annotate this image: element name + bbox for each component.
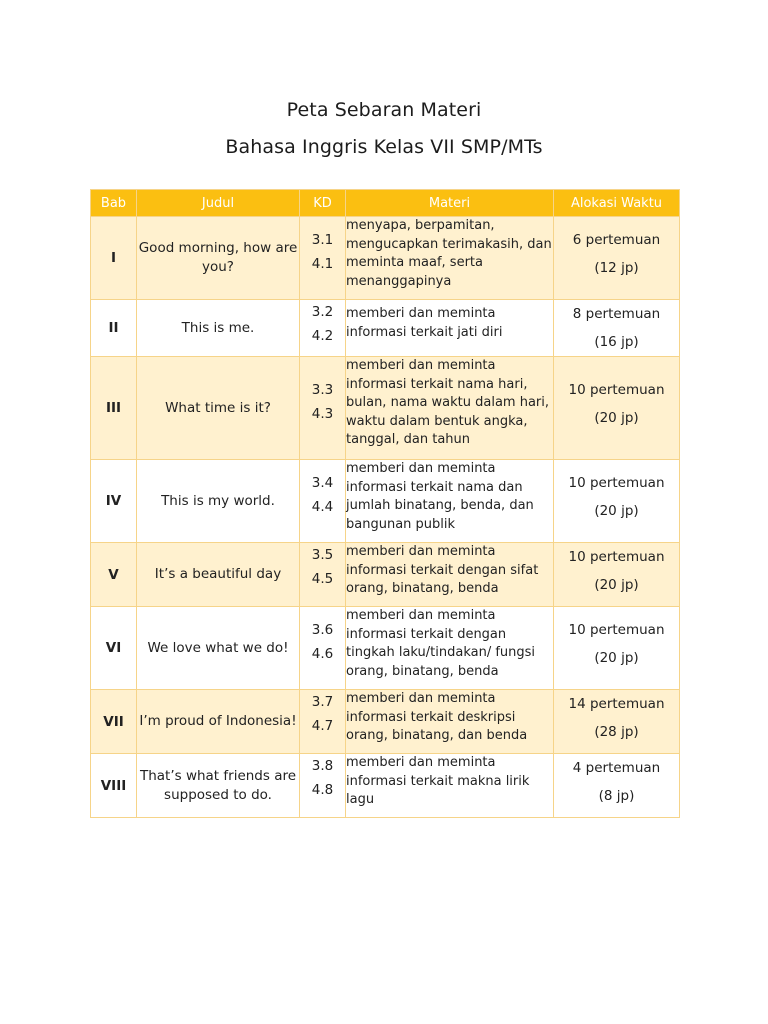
bab-cell: II xyxy=(91,300,137,357)
materi-cell: memberi dan meminta informasi terkait makna lirik lagu xyxy=(346,754,554,818)
alokasi-cell xyxy=(554,357,680,460)
table-row xyxy=(91,357,680,460)
pertemuan-text: 10 pertemuan xyxy=(568,622,665,638)
bab-cell: VIII xyxy=(91,754,137,818)
kd-value: 4.3 xyxy=(311,406,334,422)
materi-table xyxy=(90,189,680,818)
judul-cell: What time is it? xyxy=(137,357,300,460)
pertemuan-text: 10 pertemuan xyxy=(568,382,665,398)
alokasi-cell xyxy=(554,754,680,818)
alokasi-cell xyxy=(554,690,680,754)
bab-cell: IV xyxy=(91,460,137,543)
kd-cell xyxy=(300,460,346,543)
kd-value: 4.2 xyxy=(311,328,334,344)
pertemuan-text: 10 pertemuan xyxy=(568,475,665,491)
materi-cell: menyapa, berpamitan, mengucapkan terimakasih, dan meminta maaf, serta menanggapinya xyxy=(346,217,554,300)
jp-text: (8 jp) xyxy=(598,788,635,804)
jp-text: (12 jp) xyxy=(594,260,639,276)
table-row xyxy=(91,607,680,690)
pertemuan-text: 6 pertemuan xyxy=(572,232,661,248)
judul-cell: This is me. xyxy=(137,300,300,357)
bab-cell: V xyxy=(91,543,137,607)
alokasi-cell xyxy=(554,543,680,607)
kd-value: 4.1 xyxy=(311,256,334,272)
kd-value: 4.8 xyxy=(311,782,334,798)
table-row xyxy=(91,300,680,357)
kd-value: 3.4 xyxy=(311,475,334,491)
pertemuan-text: 8 pertemuan xyxy=(572,306,661,322)
kd-cell xyxy=(300,543,346,607)
materi-cell: memberi dan meminta informasi terkait deskripsi orang, binatang, dan benda xyxy=(346,690,554,754)
materi-cell: memberi dan meminta informasi terkait nama hari, bulan, nama waktu dalam hari, waktu dalam bentuk angka, tanggal, dan tahun xyxy=(346,357,554,460)
materi-cell: memberi dan meminta informasi terkait nama dan jumlah binatang, benda, dan bangunan publik xyxy=(346,460,554,543)
materi-cell: memberi dan meminta informasi terkait dengan sifat orang, binatang, benda xyxy=(346,543,554,607)
header-bab: Bab xyxy=(91,190,137,217)
kd-value: 3.2 xyxy=(311,304,334,320)
bab-cell: I xyxy=(91,217,137,300)
alokasi-cell xyxy=(554,300,680,357)
judul-cell: It’s a beautiful day xyxy=(137,543,300,607)
table-row xyxy=(91,217,680,300)
bab-cell: III xyxy=(91,357,137,460)
kd-value: 3.6 xyxy=(311,622,334,638)
table-row xyxy=(91,690,680,754)
pertemuan-text: 10 pertemuan xyxy=(568,549,665,565)
judul-cell: Good morning, how are you? xyxy=(137,217,300,300)
kd-value: 3.1 xyxy=(311,232,334,248)
jp-text: (20 jp) xyxy=(594,577,639,593)
jp-text: (16 jp) xyxy=(594,334,639,350)
judul-cell: That’s what friends are supposed to do. xyxy=(137,754,300,818)
kd-value: 3.8 xyxy=(311,758,334,774)
table-header-row xyxy=(91,190,680,217)
kd-cell xyxy=(300,754,346,818)
kd-value: 4.5 xyxy=(311,571,334,587)
kd-cell xyxy=(300,690,346,754)
kd-cell xyxy=(300,300,346,357)
pertemuan-text: 14 pertemuan xyxy=(568,696,665,712)
jp-text: (20 jp) xyxy=(594,650,639,666)
header-alokasi-waktu: Alokasi Waktu xyxy=(554,190,680,217)
kd-cell xyxy=(300,357,346,460)
kd-value: 4.6 xyxy=(311,646,334,662)
judul-cell: This is my world. xyxy=(137,460,300,543)
document-title: Peta Sebaran Materi xyxy=(286,99,482,121)
jp-text: (20 jp) xyxy=(594,503,639,519)
document-title-block xyxy=(0,92,768,166)
judul-cell: I’m proud of Indonesia! xyxy=(137,690,300,754)
alokasi-cell xyxy=(554,460,680,543)
table-row xyxy=(91,754,680,818)
kd-cell xyxy=(300,607,346,690)
alokasi-cell xyxy=(554,607,680,690)
kd-cell xyxy=(300,217,346,300)
pertemuan-text: 4 pertemuan xyxy=(572,760,661,776)
bab-cell: VI xyxy=(91,607,137,690)
table-row xyxy=(91,543,680,607)
header-materi: Materi xyxy=(346,190,554,217)
jp-text: (20 jp) xyxy=(594,410,639,426)
kd-value: 3.7 xyxy=(311,694,334,710)
header-kd: KD xyxy=(300,190,346,217)
judul-cell: We love what we do! xyxy=(137,607,300,690)
table-row xyxy=(91,460,680,543)
bab-cell: VII xyxy=(91,690,137,754)
alokasi-cell xyxy=(554,217,680,300)
document-subtitle: Bahasa Inggris Kelas VII SMP/MTs xyxy=(225,136,543,158)
materi-cell: memberi dan meminta informasi terkait dengan tingkah laku/tindakan/ fungsi orang, binatang, benda xyxy=(346,607,554,690)
kd-value: 3.5 xyxy=(311,547,334,563)
kd-value: 3.3 xyxy=(311,382,334,398)
materi-cell: memberi dan meminta informasi terkait jati diri xyxy=(346,300,554,357)
header-judul: Judul xyxy=(137,190,300,217)
kd-value: 4.7 xyxy=(311,718,334,734)
kd-value: 4.4 xyxy=(311,499,334,515)
jp-text: (28 jp) xyxy=(594,724,639,740)
